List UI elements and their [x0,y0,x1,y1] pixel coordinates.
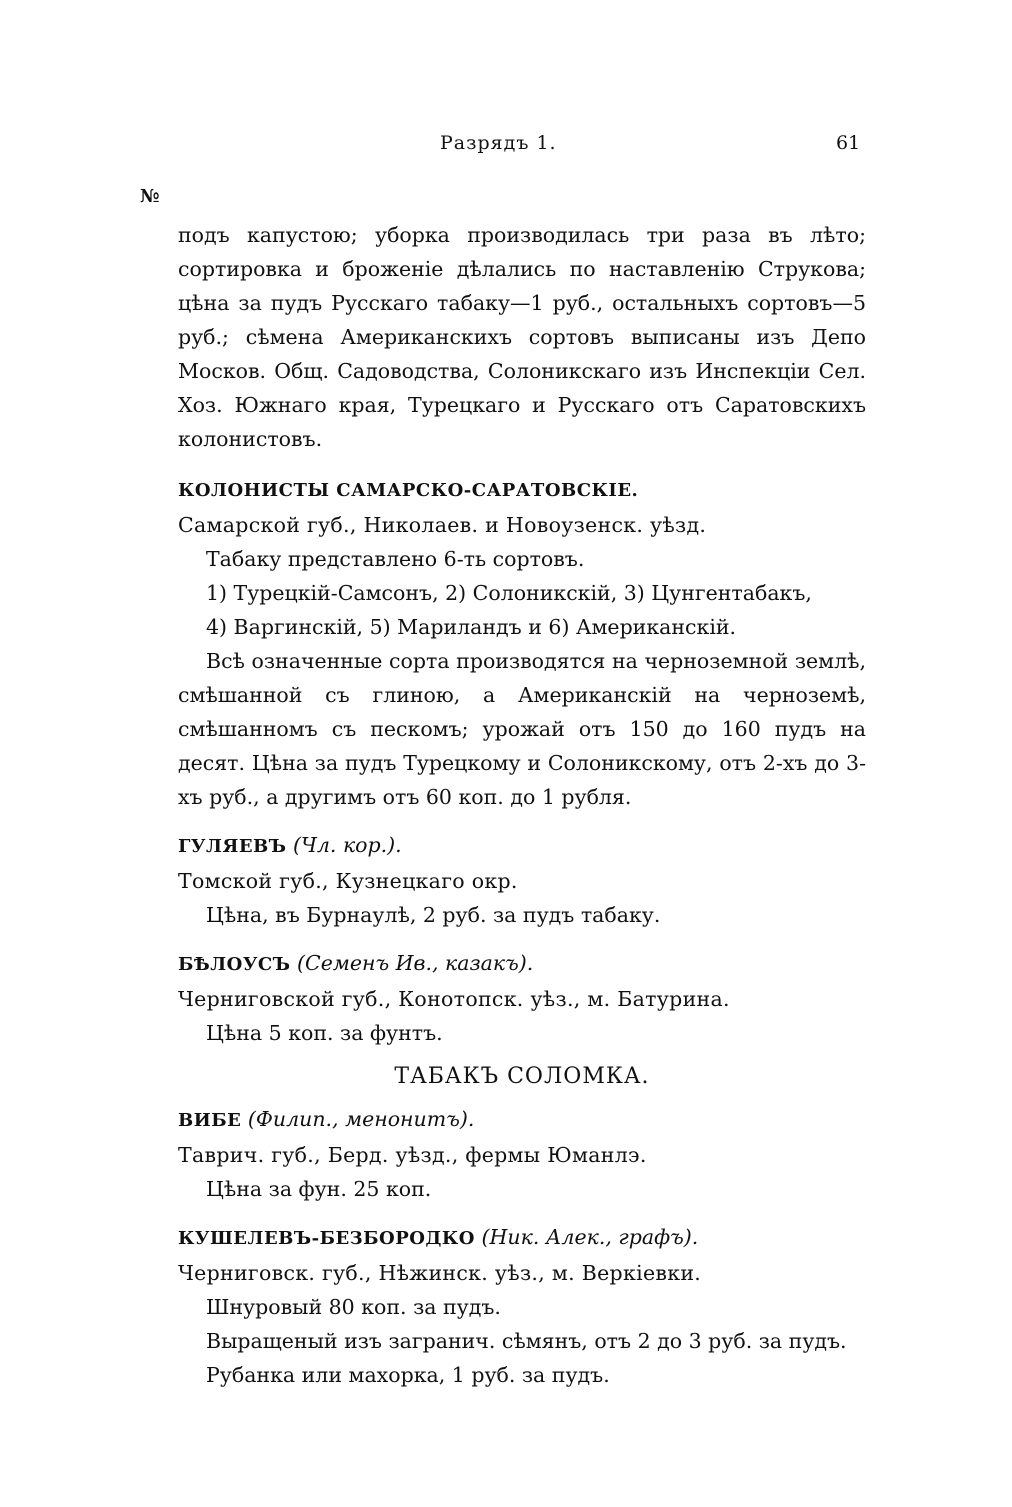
number-mark: № [140,186,160,207]
entry-line: 1) Турецкій-Самсонъ, 2) Солоникскій, 3) Цунгентабакъ, [206,581,812,605]
exhibitor-name: ВИБЕ [178,1110,242,1131]
exhibitor-location: Черниговской губ., Конотопск. уѣз., м. Батурина. [178,987,730,1011]
page-number: 61 [836,132,861,154]
exhibitor-name: ГУЛЯЕВЪ [178,836,287,857]
exhibitor-entry [178,946,866,1050]
running-title: Разрядъ 1. [440,132,557,154]
entry-line: 4) Варгинскій, 5) Мариландъ и 6) Американскій. [206,615,737,639]
exhibitor-note: (Филип., менонитъ). [247,1107,475,1131]
continuation-paragraph: подъ капустою; уборка производилась три раза въ лѣто; сортировка и броженіе дѣлались по наставленію Струкова; цѣна за пудъ Русскаго табаку—1 руб., остальныхъ сортовъ—5 руб.; сѣмена Американскихъ сортовъ выписаны изъ Депо Москов. Общ. Садоводства, Солоникскаго изъ Инспекціи Сел. Хоз. Южнаго края, Турецкаго и Русскаго отъ Саратовскихъ колонистовъ. [178,223,866,451]
entry-line: Шнуровый 80 коп. за пудъ. [206,1295,501,1319]
exhibitor-name: КОЛОНИСТЫ САМАРСКО-САРАТОВСКІЕ. [178,480,639,501]
exhibitor-name: БѢЛОУСЪ [178,954,291,975]
entry-line: Цѣна, въ Бурнаулѣ, 2 руб. за пудъ табаку. [206,903,661,927]
exhibitor-note: (Ник. Алек., графъ). [481,1225,699,1249]
exhibitor-name: КУШЕЛЕВЪ-БЕЗБОРОДКО [178,1228,475,1249]
entry-line: Цѣна 5 коп. за фунтъ. [206,1021,443,1045]
entry-line: Цѣна за фун. 25 коп. [206,1177,432,1201]
section-title: ТАБАКЪ СОЛОМКА. [394,1064,650,1089]
exhibitor-entry [178,1102,866,1206]
entry-line: Выращеный изъ загранич. сѣмянъ, отъ 2 до 3 руб. за пудъ. [206,1329,847,1353]
exhibitor-location: Таврич. губ., Берд. уѣзд., фермы Юманлэ. [178,1143,647,1167]
main-text [178,218,866,1392]
exhibitor-entry [178,828,866,932]
exhibitor-location: Самарской губ., Николаев. и Новоузенск. уѣзд. [178,513,707,537]
entry-line: Всѣ означенные сорта производятся на черноземной землѣ, смѣшанной съ глиною, а Американскій на черноземѣ, смѣшанномъ съ пескомъ; урожай отъ 150 до 160 пудъ на десят. Цѣна за пудъ Турецкому и Солоникскому, отъ 2-хъ до 3-хъ руб., а другимъ отъ 60 коп. до 1 рубля. [178,649,866,809]
entry-line: Табаку представлено 6-ть сортовъ. [206,547,585,571]
page-header [0,132,1012,162]
exhibitor-note: (Чл. кор.). [293,833,402,857]
exhibitor-entry [178,1220,866,1392]
exhibitor-location: Черниговск. губ., Нѣжинск. уѣз., м. Веркіевки. [178,1261,702,1285]
entry-line: Рубанка или махорка, 1 руб. за пудъ. [206,1363,610,1387]
exhibitor-location: Томской губ., Кузнецкаго окр. [178,869,518,893]
exhibitor-entry [178,472,866,814]
exhibitor-note: (Семенъ Ив., казакъ). [297,951,534,975]
